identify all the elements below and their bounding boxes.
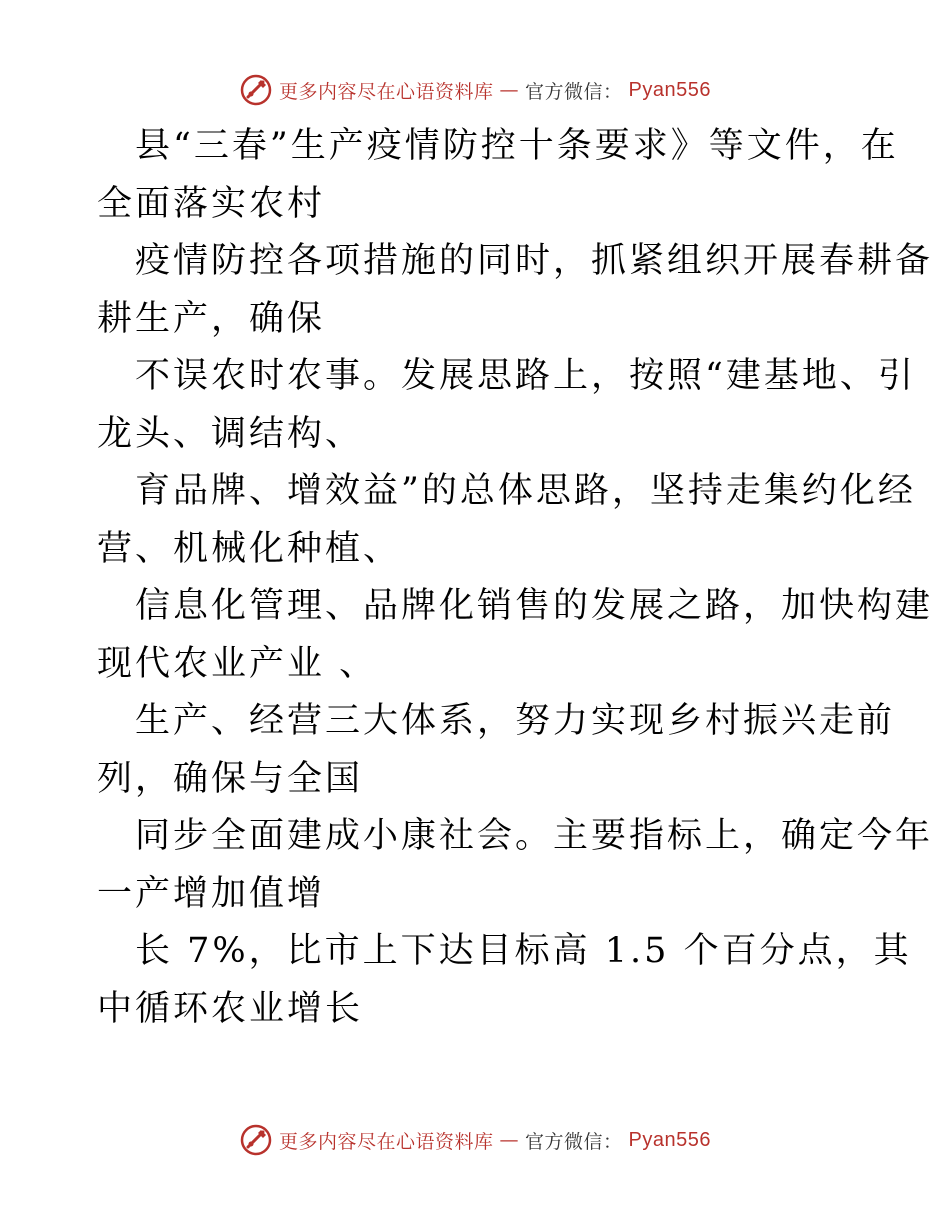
text-line: 县“三春”生产疫情防控十条要求》等文件，在 (135, 126, 899, 166)
text-line: 耕生产，确保 (97, 298, 326, 339)
banner-separator: — (499, 79, 520, 101)
text-line: 一产增加值增 (97, 873, 326, 914)
banner-official-label: 官方微信： (525, 1130, 623, 1153)
text-line: 中循环农业增长 (97, 988, 364, 1029)
banner-account-id: Pyan556 (628, 1128, 711, 1151)
seal-logo-icon (239, 1123, 273, 1157)
seal-logo-icon (239, 73, 273, 107)
text-line: 全面落实农村 (97, 183, 326, 224)
banner-main-text: 更多内容尽在心语资料库 (279, 1130, 494, 1153)
text-line: 列，确保与全国 (97, 758, 364, 799)
text-line: 信息化管理、品牌化销售的发展之路，加快构建 (135, 586, 934, 626)
banner-separator: — (499, 1129, 520, 1151)
text-line: 营、机械化种植、 (97, 528, 402, 569)
banner-official-label: 官方微信： (525, 80, 623, 103)
text-line: 育品牌、增效益”的总体思路，坚持走集约化经 (135, 471, 916, 511)
text-line: 不误农时农事。发展思路上，按照“建基地、引 (135, 356, 916, 396)
footer-watermark-banner (0, 1120, 950, 1160)
banner-main-text: 更多内容尽在心语资料库 (279, 80, 494, 103)
text-line: 同步全面建成小康社会。主要指标上，确定今年 (135, 816, 934, 856)
text-line: 生产、经营三大体系，努力实现乡村振兴走前 (135, 701, 896, 741)
text-line: 龙头、调结构、 (97, 413, 364, 454)
document-body (97, 118, 934, 1038)
text-line: 现代农业产业 、 (97, 643, 378, 684)
banner-account-id: Pyan556 (628, 78, 711, 101)
text-line: 疫情防控各项措施的同时，抓紧组织开展春耕备 (135, 241, 934, 281)
header-watermark-banner (0, 70, 950, 110)
text-line: 长 7%，比市上下达目标高 1.5 个百分点，其 (135, 931, 912, 971)
